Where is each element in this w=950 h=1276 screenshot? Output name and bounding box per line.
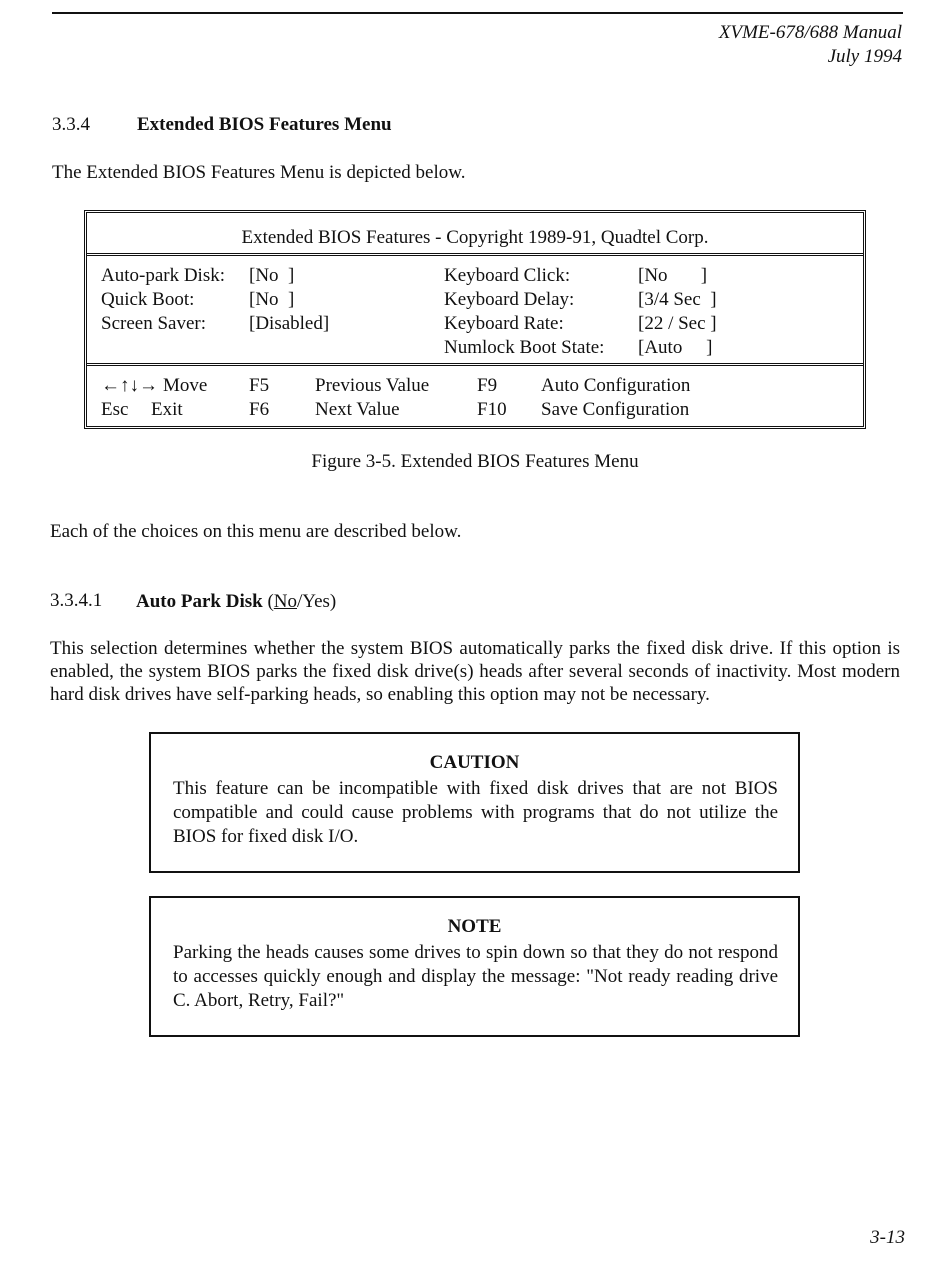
field-value-quick-boot: [No ]: [249, 289, 295, 310]
key-f5: F5: [249, 375, 270, 396]
field-value-keyboard-delay: [3/4 Sec ]: [638, 289, 717, 310]
subsection-body: This selection determines whether the system BIOS automatically parks the fixed disk drive. If this option is enabled, the system BIOS parks the fixed disk drive(s) heads after several seconds of inactivity. Most modern hard disk drives have self-parking heads, so enabling this option may not be necessary.: [50, 638, 900, 705]
page-number: 3-13: [870, 1227, 905, 1248]
key-action-auto-configuration: Auto Configuration: [541, 375, 691, 396]
section-intro: The Extended BIOS Features Menu is depicted below.: [52, 162, 466, 183]
field-label-numlock: Numlock Boot State:: [444, 337, 605, 358]
field-value-keyboard-click: [No ]: [638, 265, 708, 286]
key-f10: F10: [477, 399, 507, 420]
key-action-save-configuration: Save Configuration: [541, 399, 690, 420]
key-f9: F9: [477, 375, 498, 396]
subsection-title: Auto Park Disk: [136, 591, 263, 612]
field-label-quick-boot: Quick Boot:: [101, 289, 195, 310]
key-f6: F6: [249, 399, 270, 420]
bios-menu-figure: [84, 210, 866, 429]
field-label-keyboard-delay: Keyboard Delay:: [444, 289, 575, 310]
note-box: [149, 896, 800, 1037]
section-number: 3.3.4: [52, 114, 90, 135]
field-value-numlock: [Auto ]: [638, 337, 713, 358]
arrow-keys-icon: ←↑↓→: [101, 375, 158, 396]
field-value-keyboard-rate: [22 / Sec ]: [638, 313, 717, 334]
caution-title: CAUTION: [429, 752, 520, 773]
field-label-screen-saver: Screen Saver:: [101, 313, 206, 334]
subsection-options-open: (: [267, 591, 274, 612]
bios-title-divider: [87, 253, 863, 256]
key-action-previous-value: Previous Value: [315, 375, 430, 396]
figure-caption: Figure 3-5. Extended BIOS Features Menu: [311, 451, 639, 472]
note-title: NOTE: [447, 916, 502, 937]
field-label-auto-park: Auto-park Disk:: [101, 265, 226, 286]
field-label-keyboard-click: Keyboard Click:: [444, 265, 571, 286]
key-esc: Esc: [101, 399, 129, 420]
key-action-move: Move: [163, 375, 208, 396]
field-value-auto-park: [No ]: [249, 265, 295, 286]
subsection-heading: [136, 590, 336, 613]
header-rule: [52, 12, 903, 14]
section-title: Extended BIOS Features Menu: [137, 114, 392, 135]
subsection-options-rest: /Yes): [297, 591, 337, 612]
bios-keys-divider: [87, 363, 863, 366]
field-value-screen-saver: [Disabled]: [249, 313, 330, 334]
bios-menu-title: Extended BIOS Features - Copyright 1989-91, Quadtel Corp.: [241, 227, 709, 248]
key-action-next-value: Next Value: [315, 399, 400, 420]
caution-box: [149, 732, 800, 873]
subsection-option-default: No: [273, 591, 297, 612]
field-label-keyboard-rate: Keyboard Rate:: [444, 313, 564, 334]
caution-body: This feature can be incompatible with fixed disk drives that are not BIOS compatible and could cause problems with programs that do not utilize the BIOS for fixed disk I/O.: [173, 778, 778, 847]
key-action-exit: Exit: [151, 399, 183, 420]
note-body: Parking the heads causes some drives to spin down so that they do not respond to accesses quickly enough and display the message: "Not ready reading drive C. Abort, Retry, Fail?": [173, 942, 778, 1011]
manual-date: July 1994: [827, 46, 902, 67]
choices-text: Each of the choices on this menu are described below.: [50, 521, 462, 542]
subsection-number: 3.3.4.1: [50, 590, 103, 611]
manual-title: XVME-678/688 Manual: [718, 22, 902, 43]
